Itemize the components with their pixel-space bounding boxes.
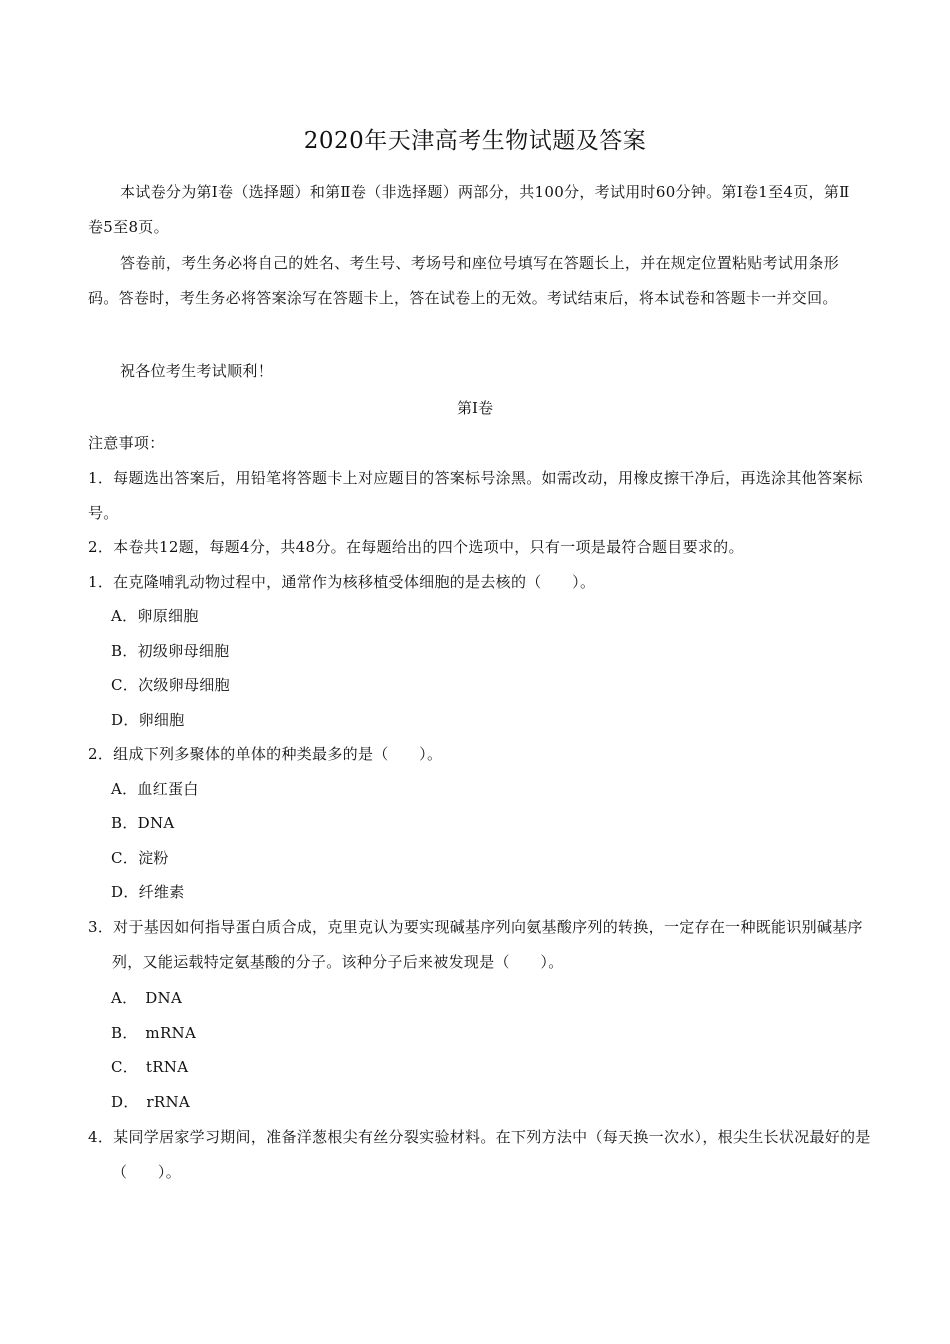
document-title: 2020年天津高考生物试题及答案	[303, 128, 647, 154]
question-4-stem: 4．某同学居家学习期间，准备洋葱根尖有丝分裂实验材料。在下列方法中（每天换一次水），根尖生长状况最好的是（ ）。	[88, 1128, 871, 1181]
question-3-stem: 3．对于基因如何指导蛋白质合成，克里克认为要实现碱基序列向氨基酸序列的转换，一定存在一种既能识别碱基序列，又能运载特定氨基酸的分子。该种分子后来被发现是（ ）。	[88, 918, 863, 971]
notice-item-2: 2．本卷共12题，每题4分，共48分。在每题给出的四个选项中，只有一项是最符合题目要求的。	[88, 538, 744, 556]
question-2-option-c: C．淀粉	[111, 849, 169, 867]
question-1-option-b: B．初级卵母细胞	[111, 642, 230, 660]
question-3-option-c: C． tRNA	[111, 1058, 189, 1076]
question-3-option-a: A． DNA	[111, 989, 183, 1007]
notice-heading: 注意事项：	[88, 434, 165, 452]
question-3-option-b: B． mRNA	[111, 1024, 197, 1042]
section-title: 第Ⅰ卷	[457, 399, 493, 417]
intro-paragraph-1: 本试卷分为第Ⅰ卷（选择题）和第Ⅱ卷（非选择题）两部分，共100分，考试用时60分钟。第Ⅰ卷1至4页，第Ⅱ卷5至8页。	[88, 183, 850, 236]
question-1-option-c: C．次级卵母细胞	[111, 676, 230, 694]
question-2-option-a: A．血红蛋白	[111, 780, 199, 798]
notice-item-1: 1．每题选出答案后，用铅笔将答题卡上对应题目的答案标号涂黑。如需改动，用橡皮擦干净后，再选涂其他答案标号。	[88, 469, 863, 522]
question-1-option-d: D．卵细胞	[111, 711, 185, 729]
intro-paragraph-3: 祝各位考生考试顺利！	[120, 362, 274, 380]
question-1-option-a: A．卵原细胞	[111, 607, 199, 625]
question-2-stem: 2．组成下列多聚体的单体的种类最多的是（ ）。	[88, 745, 443, 763]
question-1-stem: 1．在克隆哺乳动物过程中，通常作为核移植受体细胞的是去核的（ ）。	[88, 573, 596, 591]
question-2-option-d: D．纤维素	[111, 883, 185, 901]
intro-paragraph-2: 答卷前，考生务必将自己的姓名、考生号、考场号和座位号填写在答题长上，并在规定位置粘贴考试用条形码。答卷时，考生务必将答案涂写在答题卡上，答在试卷上的无效。考试结束后，将本试卷和答题卡一并交回。	[88, 254, 840, 307]
question-3-option-d: D． rRNA	[111, 1093, 191, 1111]
question-2-option-b: B．DNA	[111, 814, 175, 832]
